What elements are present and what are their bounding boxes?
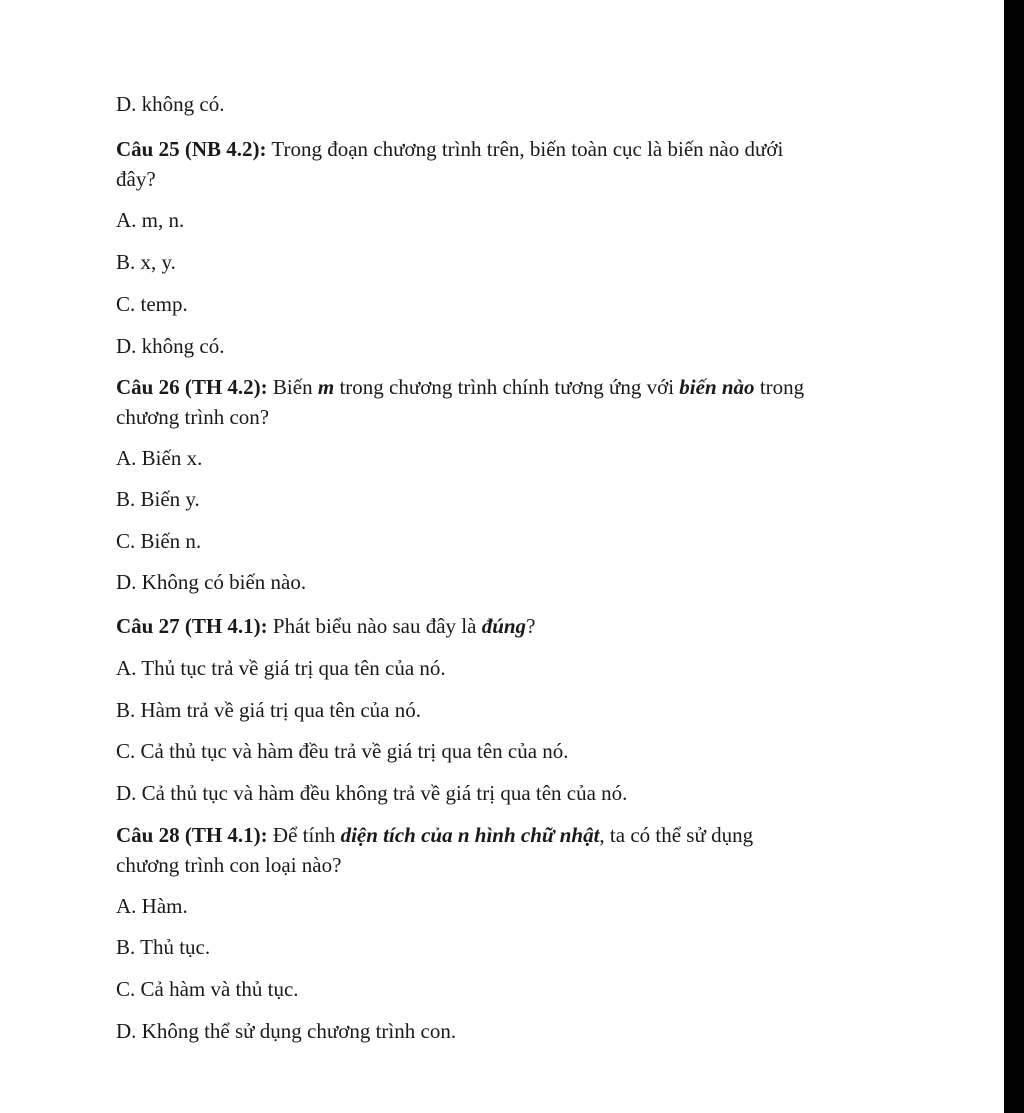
question-28-emph-1: diện tích của n hình chữ nhật (340, 823, 600, 847)
question-26-text-1: Biến (267, 375, 318, 399)
question-27-option-a: A. Thủ tục trả về giá trị qua tên của nó. (116, 656, 446, 680)
question-27-text-2: ? (526, 614, 536, 638)
right-edge-bar (1004, 0, 1024, 1113)
question-25-line2: đây? (116, 167, 156, 191)
question-27-option-d: D. Cả thủ tục và hàm đều không trả về giá trị qua tên của nó. (116, 781, 628, 805)
question-28-text-2: , ta có thể sử dụng (599, 823, 754, 847)
question-27-text-1: Phát biểu nào sau đây là (267, 614, 482, 638)
question-28-text-1: Để tính (267, 823, 341, 847)
question-25-label: Câu 25 (NB 4.2): (116, 137, 267, 161)
question-27-option-b: B. Hàm trả về giá trị qua tên của nó. (116, 698, 421, 722)
question-28-option-a: A. Hàm. (116, 894, 188, 918)
question-27-label: Câu 27 (TH 4.1): (116, 614, 268, 638)
question-26-option-c: C. Biến n. (116, 529, 202, 553)
question-25-option-a: A. m, n. (116, 208, 185, 232)
question-28-option-d: D. Không thể sử dụng chương trình con. (116, 1019, 457, 1043)
question-25-option-c: C. temp. (116, 292, 188, 316)
question-26-emph-1: m (317, 375, 335, 399)
question-28-option-b: B. Thủ tục. (116, 935, 211, 959)
question-28-label: Câu 28 (TH 4.1): (116, 823, 268, 847)
question-26-line2: chương trình con? (116, 405, 270, 429)
question-26-option-a: A. Biến x. (116, 446, 203, 470)
question-25-text: Trong đoạn chương trình trên, biến toàn cục là biến nào dưới (266, 137, 784, 161)
question-25-option-b: B. x, y. (116, 250, 176, 274)
question-26-label: Câu 26 (TH 4.2): (116, 375, 268, 399)
question-28-line2: chương trình con loại nào? (116, 853, 342, 877)
prev-option-d: D. không có. (116, 92, 225, 116)
question-26-text-2: trong chương trình chính tương ứng với (334, 375, 680, 399)
question-26-emph-2: biến nào (679, 375, 755, 399)
question-25-option-d: D. không có. (116, 334, 225, 358)
question-27-line1 (116, 614, 535, 638)
question-27-option-c: C. Cả thủ tục và hàm đều trả về giá trị qua tên của nó. (116, 739, 569, 763)
question-26-option-d: D. Không có biến nào. (116, 570, 307, 594)
question-27-emph-1: đúng (481, 614, 527, 638)
question-26-line1 (116, 375, 804, 399)
question-28-line1 (116, 823, 753, 847)
question-28-option-c: C. Cả hàm và thủ tục. (116, 977, 299, 1001)
question-25-line1 (116, 137, 783, 161)
question-26-option-b: B. Biến y. (116, 487, 200, 511)
question-26-text-3: trong (754, 375, 805, 399)
